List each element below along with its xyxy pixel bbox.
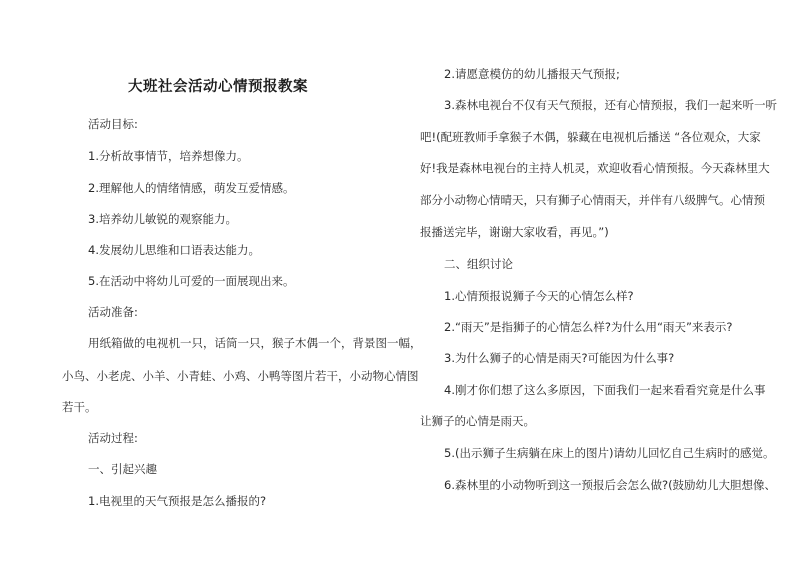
preparation-text-line-1: 用纸箱做的电视机一只，话筒一只，猴子木偶一个，背景图一幅， [88, 336, 422, 350]
discussion-item-4-line-1: 4.刚才你们想了这么多原因，下面我们一起来看看究竟是什么事 [444, 383, 766, 397]
preparation-text-line-3: 若干。 [62, 400, 97, 414]
discussion-item-4-line-2: 让狮子的心情是雨天。 [420, 414, 535, 428]
process-item-3-line-5: 报播送完毕，谢谢大家收看，再见。”) [420, 225, 609, 239]
process-item-3-line-1: 3.森林电视台不仅有天气预报，还有心情预报，我们一起来听一听 [444, 98, 777, 112]
preparation-text-line-2: 小鸟、小老虎、小羊、小青蛙、小鸡、小鸭等图片若干，小动物心情图 [62, 369, 419, 383]
subsection-heading-2: 二、组织讨论 [444, 257, 513, 271]
goal-item-5: 5.在活动中将幼儿可爱的一面展现出来。 [88, 274, 295, 288]
goal-item-2: 2.理解他人的情绪情感，萌发互爱情感。 [88, 181, 295, 195]
process-item-1: 1.电视里的天气预报是怎么播报的? [88, 494, 267, 508]
discussion-item-5: 5.(出示狮子生病躺在床上的图片)请幼儿回忆自己生病时的感觉。 [444, 446, 775, 460]
process-item-3-line-3: 好!我是森林电视台的主持人机灵，欢迎收看心情预报。今天森林里大 [420, 161, 770, 175]
document-title: 大班社会活动心情预报教案 [128, 78, 308, 95]
process-item-3-line-2: 吧!(配班教师手拿猴子木偶，躲藏在电视机后播送 “各位观众，大家 [420, 130, 761, 144]
section-heading-process: 活动过程: [88, 431, 138, 445]
goal-item-3: 3.培养幼儿敏锐的观察能力。 [88, 212, 237, 226]
section-heading-preparation: 活动准备: [88, 305, 138, 319]
discussion-item-2: 2.“雨天”是指狮子的心情怎么样?为什么用“雨天”来表示? [444, 320, 733, 334]
discussion-item-1: 1.心情预报说狮子今天的心情怎么样? [444, 289, 634, 303]
subsection-heading-1: 一、引起兴趣 [88, 462, 157, 476]
goal-item-1: 1.分析故事情节，培养想像力。 [88, 149, 249, 163]
section-heading-goals: 活动目标: [88, 117, 138, 131]
goal-item-4: 4.发展幼儿思维和口语表达能力。 [88, 243, 260, 257]
process-item-2: 2.请愿意模仿的幼儿播报天气预报; [444, 67, 620, 81]
discussion-item-6: 6.森林里的小动物听到这一预报后会怎么做?(鼓励幼儿大胆想像、 [444, 478, 777, 492]
process-item-3-line-4: 部分小动物心情晴天，只有狮子心情雨天，并伴有八级脾气。心情预 [420, 193, 765, 207]
discussion-item-3: 3.为什么狮子的心情是雨天?可能因为什么事? [444, 351, 675, 365]
